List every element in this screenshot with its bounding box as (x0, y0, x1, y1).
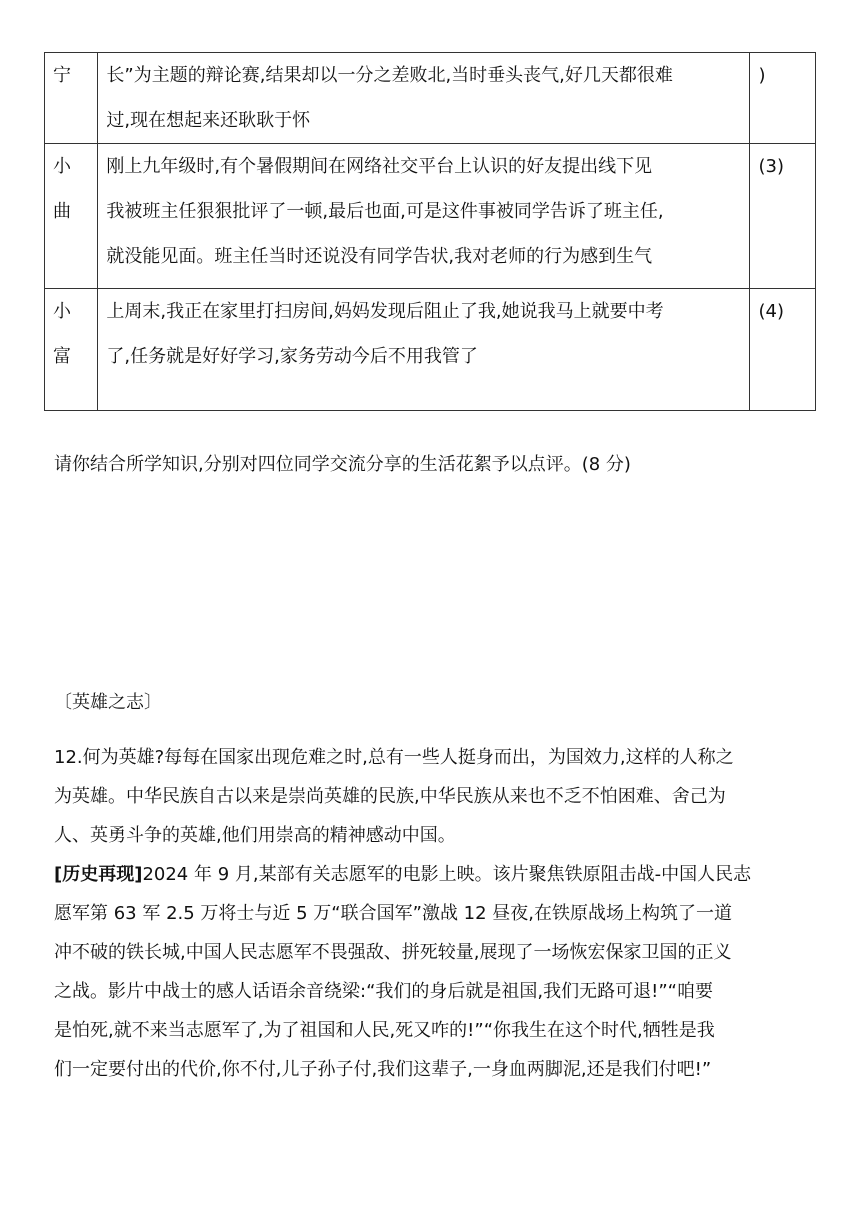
student-name-cell (45, 289, 98, 411)
student-name-char: 富 (53, 346, 71, 367)
student-name-char: 宁 (53, 65, 71, 86)
case-mark-cell (750, 53, 816, 144)
history-first-line: 2024 年 9 月,某部有关志愿军的电影上映。该片聚焦铁原阻击战-中国人民志 (142, 864, 752, 885)
table-row (45, 289, 816, 411)
student-name-char: 小 (53, 156, 71, 177)
case-text-line: 过,现在想起来还耿耿于怀 (106, 110, 311, 131)
history-paragraph (54, 855, 814, 1089)
table-row (45, 53, 816, 144)
student-name-char: 曲 (53, 201, 71, 222)
case-text-line: 了,任务就是好好学习,家务劳动今后不用我管了 (106, 346, 478, 367)
question-prompt: 请你结合所学知识,分别对四位同学交流分享的生活花絮予以点评。(8 分) (54, 454, 631, 475)
case-content-cell (98, 53, 750, 144)
student-name-char: 小 (53, 301, 71, 322)
question-12-paragraph (54, 738, 814, 855)
case-text-line: 上周末,我正在家里打扫房间,妈妈发现后阻止了我,她说我马上就要中考 (106, 301, 664, 322)
case-mark-cell (750, 144, 816, 289)
case-text-line: 就没能见面。班主任当时还说没有同学告状,我对老师的行为感到生气 (106, 246, 653, 267)
case-mark: (4) (758, 301, 784, 322)
case-text-line: 长”为主题的辩论赛,结果却以一分之差败北,当时垂头丧气,好几天都很难 (106, 65, 673, 86)
case-mark-cell (750, 289, 816, 411)
paragraph-line: 为英雄。中华民族自古以来是崇尚英雄的民族,中华民族从来也不乏不怕困难、舍己为 (54, 786, 726, 807)
case-text-line: 刚上九年级时,有个暑假期间在网络社交平台上认识的好友提出线下见 (106, 156, 653, 177)
case-content-cell (98, 289, 750, 411)
case-text-line: 我被班主任狠狠批评了一顿,最后也面,可是这件事被同学告诉了班主任, (106, 201, 664, 222)
case-mark: (3) (758, 156, 784, 177)
section-title: 〔英雄之志〕 (54, 692, 162, 713)
table-row (45, 144, 816, 289)
paragraph-line: 12.何为英雄?每每在国家出现危难之时,总有一些人挺身而出，为国效力,这样的人称之 (54, 747, 734, 768)
student-cases-table (44, 52, 816, 411)
case-content-cell (98, 144, 750, 289)
paragraph-line: 之战。影片中战士的感人话语余音绕梁:“我们的身后就是祖国,我们无路可退!”“咱要 (54, 981, 713, 1002)
paragraph-line: 愿军第 63 军 2.5 万将士与近 5 万“联合国军”激战 12 昼夜,在铁原战场上构筑了一道 (54, 903, 733, 924)
case-mark: ) (758, 65, 766, 86)
paragraph-line (54, 855, 814, 894)
paragraph-line: 们一定要付出的代价,你不付,儿子孙子付,我们这辈子,一身血两脚泥,还是我们付吧!” (54, 1059, 712, 1080)
student-name-cell (45, 53, 98, 144)
paragraph-line: 是怕死,就不来当志愿军了,为了祖国和人民,死又咋的!”“你我生在这个时代,牺牲是我 (54, 1020, 715, 1041)
student-name-cell (45, 144, 98, 289)
paragraph-line: 冲不破的铁长城,中国人民志愿军不畏强敌、拼死较量,展现了一场恢宏保家卫国的正义 (54, 942, 732, 963)
history-label: [历史再现] (54, 864, 143, 885)
paragraph-line: 人、英勇斗争的英雄,他们用崇高的精神感动中国。 (54, 825, 456, 846)
